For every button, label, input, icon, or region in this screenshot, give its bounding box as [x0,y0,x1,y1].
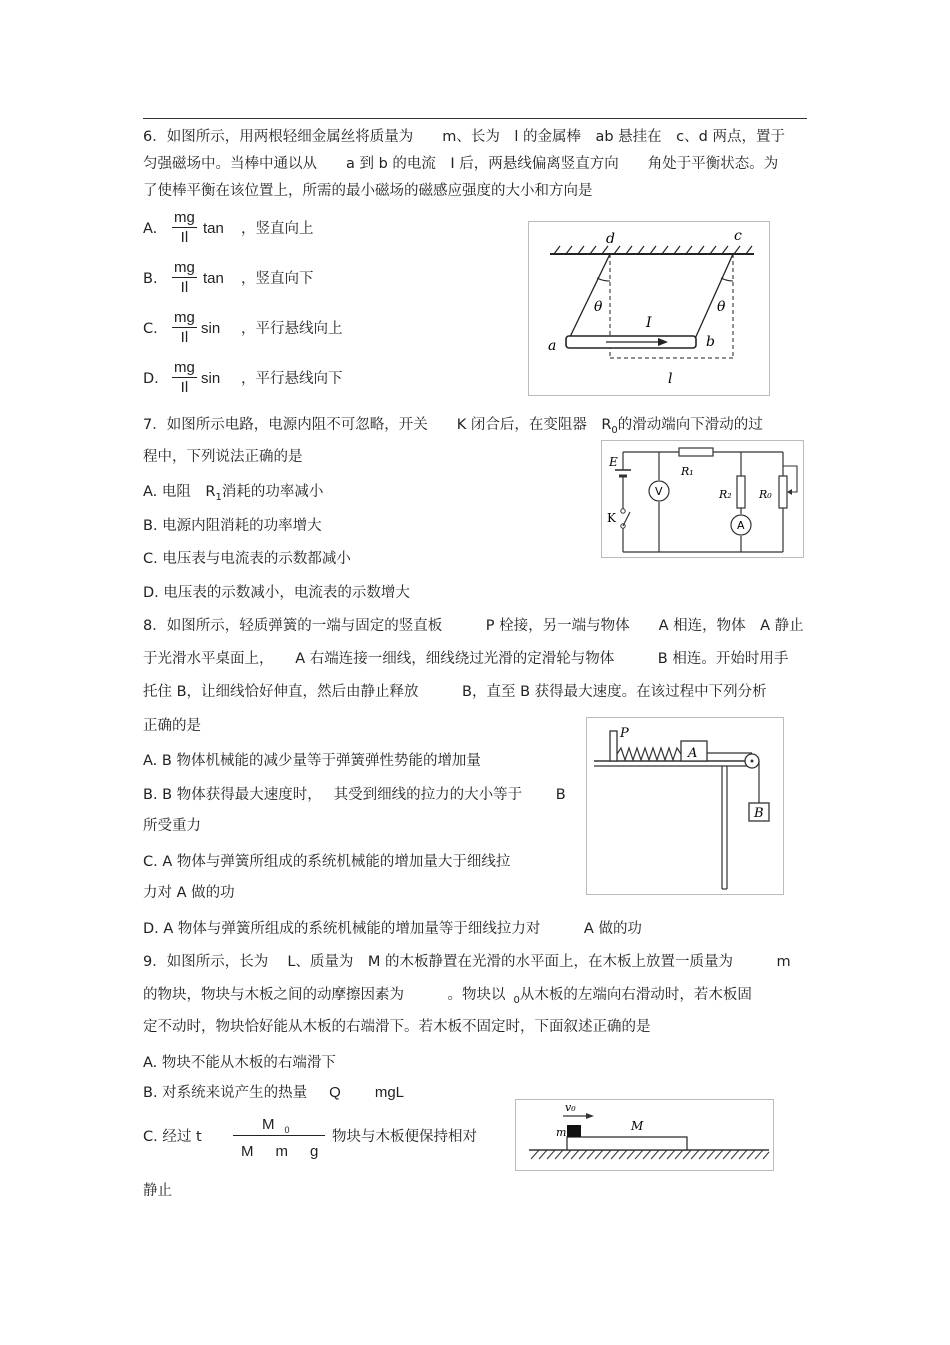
q9-option-c-fraction-bar [233,1135,325,1136]
q9-stem-line2-sub: 0 [513,994,520,1006]
q7-option-a-a: A. 电阻 R [143,484,216,500]
q6-option-a-numerator: mg [174,209,195,226]
q9-stem-line1: 9．如图所示，长为 L、质量为 M 的木板静置在光滑的水平面上，在木板上放置一质量为 m [143,954,791,970]
q6-option-b-numerator: mg [174,259,195,276]
rheostat-slider-arrow [787,489,792,495]
wire-d [568,254,610,341]
label-v0: v₀ [565,1101,576,1114]
plate-P [610,731,617,761]
q6-option-a-fraction [172,209,197,246]
label-length-l: l [668,371,673,387]
q7-stem-line1-sub: 0 [611,424,618,436]
q6-option-b-fn: tan [203,270,224,287]
block-m [567,1125,581,1137]
q9-stem-line2-a: 的物块，物块与木板之间的动摩擦因素为 。物块以 [143,987,506,1003]
ceiling-hatch [554,246,752,254]
q6-option-a-denominator: Il [180,229,189,246]
q6-option-c-label: C. [143,321,158,337]
q6-option-d-label: D. [143,371,159,387]
q8-stem-line4: 正确的是 [143,718,201,734]
q9-option-b-mgL: mgL [374,1084,405,1101]
q7-stem-line1-a: 7．如图所示电路，电源内阻不可忽略，开关 K 闭合后，在变阻器 R [143,417,612,433]
q7-option-c: C. 电压表与电流表的示数都减小 [143,551,351,567]
q7-figure-circuit [601,440,804,558]
q7-option-b: B. 电源内阻消耗的功率增大 [143,518,322,534]
label-R2: R₂ [719,488,732,501]
label-a: a [548,338,557,354]
q6-option-d-numerator: mg [174,359,195,376]
q6-stem-line1: 6．如图所示，用两根轻细金属丝将质量为 m、长为 l 的金属棒 ab 悬挂在 c、d 两点，置于 [143,129,785,145]
label-E: E [609,455,618,469]
theta-arc-left [597,278,610,281]
q9-option-c-den-g: g [310,1143,319,1160]
q6-option-d-fraction [172,359,197,396]
q6-option-a-fn: tan [203,220,224,237]
q9-option-c-numerator [262,1117,290,1135]
velocity-arrow-head [586,1113,594,1119]
fraction-bar [172,227,197,228]
label-M: M [631,1119,644,1133]
label-P: P [620,726,629,741]
q7-option-a [143,485,323,503]
rheostat-R0 [779,476,787,508]
q9-stem-line2-b: 从木板的左端向右滑动时，若木板固 [519,987,752,1003]
q6-figure-suspended-rod [528,221,770,396]
ground-hatch [531,1150,769,1159]
label-A: A [737,519,745,532]
theta-arc-right [721,278,733,281]
q6-option-d-denominator: Il [180,379,189,396]
resistor-R1 [679,448,713,456]
circuit-wires [623,452,783,552]
q7-option-a-b: 消耗的功率减小 [221,484,324,500]
q6-option-b-direction: ，竖直向下 [241,271,314,287]
spring [617,748,681,760]
figure-frame [516,1100,774,1171]
q7-stem-line2: 程中，下列说法正确的是 [143,449,303,465]
q9-option-c-den-m: m [275,1143,288,1160]
resistor-R2 [737,476,745,508]
wire-c [694,254,733,341]
label-c: c [734,228,742,244]
q9-option-c-num-M: M [262,1116,275,1133]
q7-stem-line1-b: 的滑动端向下滑动的过 [617,417,763,433]
q8-stem-line1: 8．如图所示，轻质弹簧的一端与固定的竖直板 P 栓接，另一端与物体 A 相连，物体 A 静止 [143,618,804,634]
q6-option-b-fraction [172,259,197,296]
q6-option-a-label: A. [143,221,158,237]
q6-option-c-numerator: mg [174,309,195,326]
label-B: B [754,806,764,821]
q6-option-c-denominator: Il [180,329,189,346]
q6-stem-line2: 匀强磁场中。当棒中通以从 a 到 b 的电流 I 后，两悬线偏离竖直方向 角处于平衡状态。为 [143,156,779,172]
q6-stem-line3: 了使棒平衡在该位置上，所需的最小磁场的磁感应强度的大小和方向是 [143,183,593,199]
q9-option-b-Q: Q [329,1084,341,1101]
q6-option-c-direction: ，平行悬线向上 [241,321,343,337]
q8-option-a: A. B 物体机械能的减少量等于弹簧弹性势能的增加量 [143,753,481,769]
q8-stem-line3: 托住 B，让细线恰好伸直，然后由静止释放 B，直至 B 获得最大速度。在该过程中下列分析 [143,684,767,700]
q6-option-d-direction: ，平行悬线向下 [241,371,343,387]
switch-contact-top [621,509,625,513]
q7-stem-line1 [143,418,763,436]
label-current-I: I [646,315,652,331]
label-R0: R₀ [759,488,772,501]
label-R1: R₁ [681,465,694,478]
top-rule [143,118,807,119]
q9-figure-board-block [515,1099,774,1171]
q6-option-c-fn: sin [201,320,221,337]
q6-option-b-label: B. [143,271,158,287]
label-d: d [606,231,615,247]
q7-option-a-sub: 1 [215,491,222,503]
q9-option-c-den-M: M [241,1143,254,1160]
pulley-axle [751,760,754,763]
label-V: V [655,485,663,498]
q6-option-b-denominator: Il [180,279,189,296]
q6-option-d-fn: sin [201,370,221,387]
label-m: m [556,1126,567,1139]
label-theta-right: θ [717,299,726,315]
q8-option-b-line2: 所受重力 [143,818,201,834]
q9-option-b [143,1085,404,1101]
q6-option-c-fraction [172,309,197,346]
fraction-bar [172,377,197,378]
figure-frame [602,441,804,558]
q9-stem-line3: 定不动时，物块恰好能从木板的右端滑下。若木板不固定时，下面叙述正确的是 [143,1019,651,1035]
label-b: b [706,334,715,350]
fraction-bar [172,277,197,278]
q8-figure-spring-pulley [586,717,784,895]
q7-option-d: D. 电压表的示数减小，电流表的示数增大 [143,585,410,601]
label-theta-left: θ [594,299,603,315]
label-A: A [688,746,698,761]
q8-option-d: D. A 物体与弹簧所组成的系统机械能的增加量等于细线拉力对 A 做的功 [143,921,642,937]
q6-option-a-direction: ，竖直向上 [241,221,314,237]
q9-stem-line2 [143,988,752,1006]
label-K: K [607,511,616,525]
q8-stem-line2: 于光滑水平桌面上， A 右端连接一细线，细线绕过光滑的定滑轮与物体 B 相连。开始时用手 [143,651,789,667]
figure-frame [529,222,770,396]
q8-option-c-line1: C. A 物体与弹簧所组成的系统机械能的增加量大于细线拉 [143,854,511,870]
q9-option-c-c: 静止 [143,1183,172,1199]
q8-option-c-line2: 力对 A 做的功 [143,885,235,901]
q9-option-c-num-sub: 0 [284,1125,290,1135]
board-M [567,1137,687,1150]
q9-option-c-denominator [241,1144,318,1159]
q8-option-b-line1: B. B 物体获得最大速度时， 其受到细线的拉力的大小等于 B [143,787,566,803]
fraction-bar [172,327,197,328]
switch-blade [623,512,630,526]
q9-option-a: A. 物块不能从木板的右端滑下 [143,1055,336,1071]
q9-option-c-a: C. 经过 t [143,1129,202,1145]
q9-option-b-a: B. 对系统来说产生的热量 [143,1085,308,1101]
q9-option-c-b: 物块与木板便保持相对 [332,1129,477,1145]
